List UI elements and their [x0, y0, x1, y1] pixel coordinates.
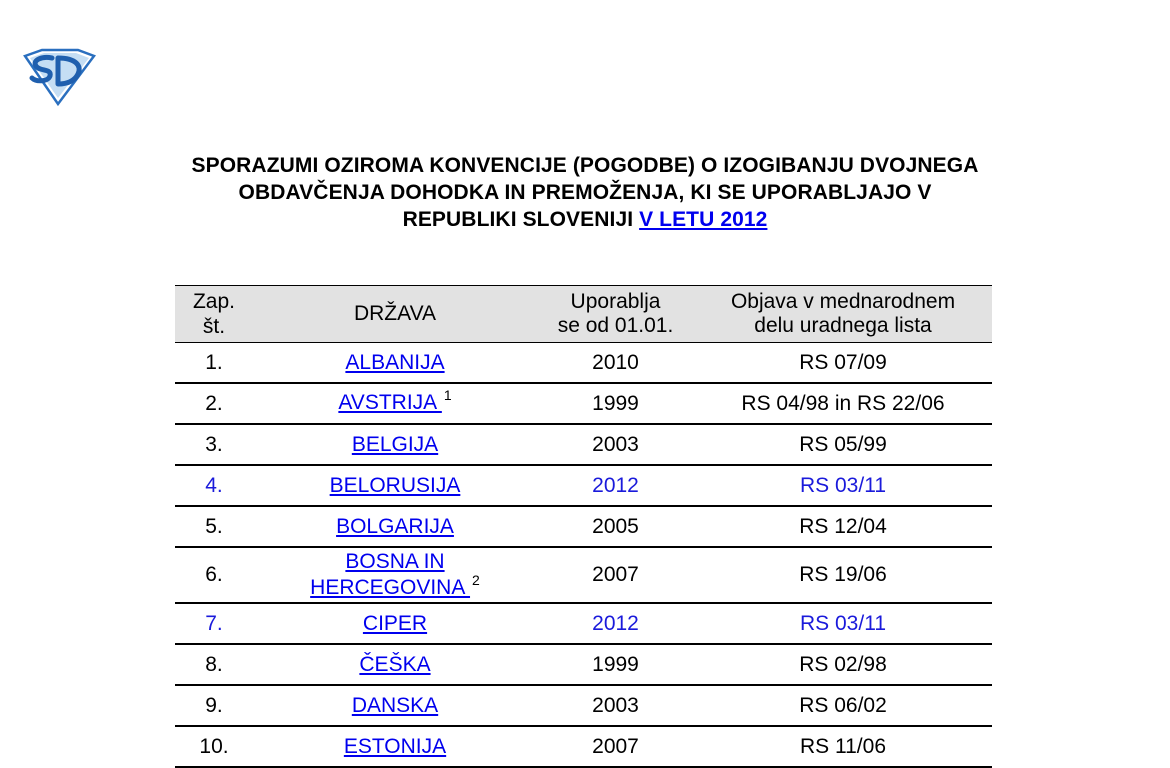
- country-link-albanija[interactable]: ALBANIJA: [345, 350, 445, 374]
- table-row: [175, 685, 992, 726]
- table-row: [175, 343, 992, 384]
- row-year: 2003: [537, 685, 694, 726]
- row-year: 2012: [537, 603, 694, 644]
- country-link-ceska[interactable]: ČEŠKA: [359, 652, 431, 676]
- row-year: 1999: [537, 644, 694, 685]
- row-year: 2003: [537, 424, 694, 465]
- table-row: [175, 547, 992, 603]
- treaties-table: [175, 285, 992, 768]
- table-row: [175, 424, 992, 465]
- country-link-avstrija[interactable]: AVSTRIJA: [338, 391, 442, 414]
- title-line-3-text: REPUBLIKI SLOVENIJI: [402, 208, 634, 231]
- row-publication: RS 06/02: [694, 685, 992, 726]
- title-line-3: [0, 206, 1170, 233]
- row-number: 4.: [175, 465, 253, 506]
- header-applies-line1: Uporablja: [570, 290, 661, 313]
- country-line2: HERCEGOVINA: [310, 575, 471, 599]
- row-publication: RS 12/04: [694, 506, 992, 547]
- title-line-2: OBDAVČENJA DOHODKA IN PREMOŽENJA, KI SE UPORABLJAJO V: [238, 181, 932, 204]
- row-number: 10.: [175, 726, 253, 767]
- row-number: 6.: [175, 547, 253, 603]
- header-publication-line1: Objava v mednarodnem: [730, 290, 956, 313]
- row-publication: RS 04/98 in RS 22/06: [694, 383, 992, 424]
- title-line-1: SPORAZUMI OZIROMA KONVENCIJE (POGODBE) O IZOGIBANJU DVOJNEGA: [191, 154, 979, 177]
- row-number: 9.: [175, 685, 253, 726]
- sd-shield-logo-icon: [22, 48, 96, 106]
- row-number: 8.: [175, 644, 253, 685]
- row-number: 7.: [175, 603, 253, 644]
- row-country: [253, 424, 537, 465]
- table-header-row: [175, 286, 992, 343]
- row-country: [253, 506, 537, 547]
- footnote-marker: 1: [443, 387, 452, 403]
- row-number: 3.: [175, 424, 253, 465]
- table-row: [175, 383, 992, 424]
- row-country: [253, 465, 537, 506]
- row-country: [253, 685, 537, 726]
- row-year: 2007: [537, 547, 694, 603]
- country-link-danska[interactable]: DANSKA: [351, 693, 439, 717]
- country-link-belgija[interactable]: BELGIJA: [351, 432, 439, 456]
- row-publication: RS 11/06: [694, 726, 992, 767]
- header-publication: [694, 286, 992, 343]
- header-number: [175, 286, 253, 343]
- row-publication: RS 19/06: [694, 547, 992, 603]
- row-number: 1.: [175, 343, 253, 384]
- row-year: 2007: [537, 726, 694, 767]
- row-publication: RS 02/98: [694, 644, 992, 685]
- row-year: 2005: [537, 506, 694, 547]
- table-row: [175, 644, 992, 685]
- row-country: [253, 343, 537, 384]
- year-link[interactable]: V LETU 2012: [639, 208, 768, 231]
- row-country: [253, 547, 537, 603]
- table-row: [175, 465, 992, 506]
- header-applies-line2: se od 01.01.: [557, 314, 674, 337]
- header-publication-line2: delu uradnega lista: [754, 314, 932, 337]
- row-publication: RS 03/11: [694, 465, 992, 506]
- country-line1: BOSNA IN: [345, 549, 445, 573]
- row-publication: RS 03/11: [694, 603, 992, 644]
- row-country: [253, 383, 537, 424]
- header-number-line2: št.: [202, 315, 226, 338]
- table-row: [175, 603, 992, 644]
- country-link-bosna-in-hercegovina[interactable]: [310, 550, 470, 599]
- row-publication: RS 05/99: [694, 424, 992, 465]
- footnote-marker: 2: [472, 571, 480, 588]
- row-country: [253, 603, 537, 644]
- row-number: 5.: [175, 506, 253, 547]
- row-publication: RS 07/09: [694, 343, 992, 384]
- country-link-bolgarija[interactable]: BOLGARIJA: [336, 514, 454, 538]
- table-row: [175, 726, 992, 767]
- table-row: [175, 506, 992, 547]
- row-number: 2.: [175, 383, 253, 424]
- country-link-belorusija[interactable]: BELORUSIJA: [329, 473, 461, 497]
- page-title: [0, 152, 1170, 233]
- header-number-line1: Zap.: [192, 290, 236, 313]
- row-year: 2012: [537, 465, 694, 506]
- header-state: DRŽAVA: [253, 286, 537, 343]
- row-year: 2010: [537, 343, 694, 384]
- row-country: [253, 726, 537, 767]
- row-country: [253, 644, 537, 685]
- country-link-estonija[interactable]: ESTONIJA: [343, 734, 447, 758]
- row-year: 1999: [537, 383, 694, 424]
- country-link-ciper[interactable]: CIPER: [362, 611, 428, 635]
- header-applies-from: [537, 286, 694, 343]
